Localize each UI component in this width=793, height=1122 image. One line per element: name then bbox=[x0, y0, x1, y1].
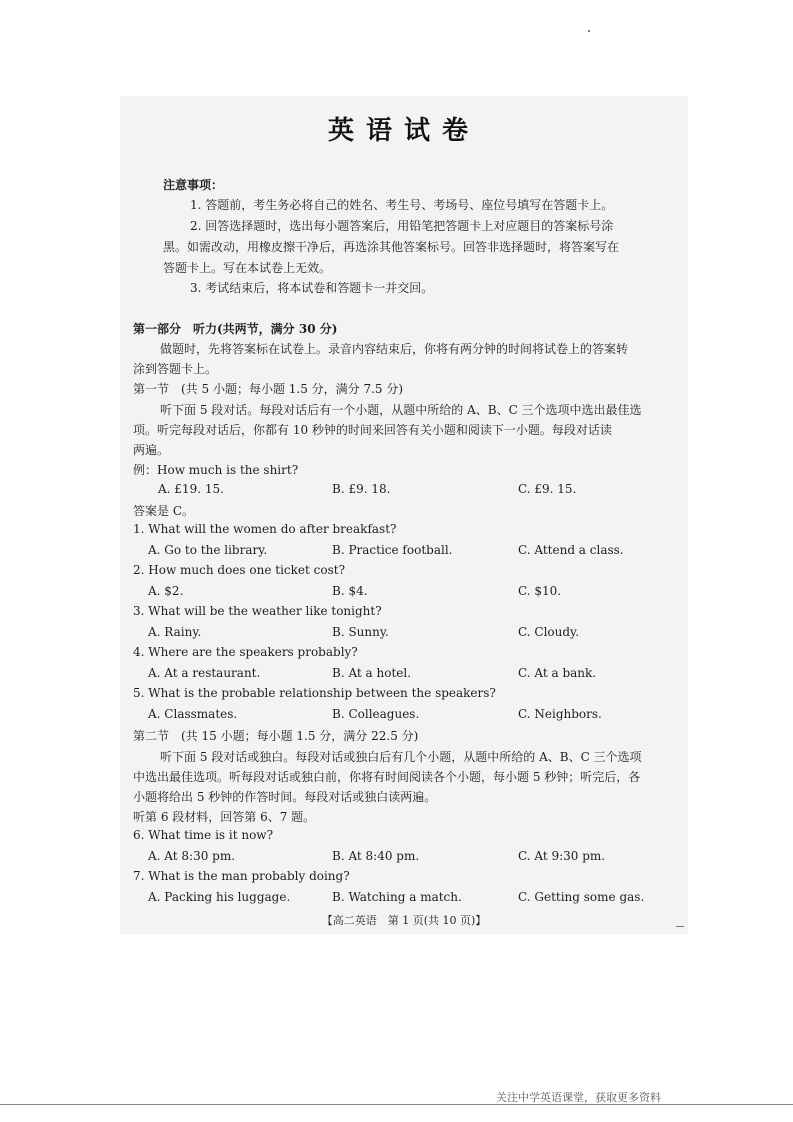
question-7: 7. What is the man probably doing? bbox=[133, 869, 350, 883]
question-1: 1. What will the women do after breakfast? bbox=[133, 522, 397, 536]
scan-speck bbox=[588, 30, 590, 32]
q4-option-b: B. At a hotel. bbox=[332, 666, 412, 680]
q7-option-c: C. Getting some gas. bbox=[518, 890, 645, 904]
q3-option-b: B. Sunny. bbox=[332, 625, 389, 639]
section2-heading: 第二节 (共 15 小题；每小题 1.5 分，满分 22.5 分) bbox=[133, 729, 419, 743]
q7-option-b: B. Watching a match. bbox=[332, 890, 462, 904]
q2-option-a: A. $2. bbox=[148, 584, 184, 598]
section2-intro-2: 中选出最佳选项。听每段对话或独白前，你将有时间阅读各个小题，每小题 5 秒钟；听完后，各 bbox=[133, 770, 641, 784]
notice-line-4: 答题卡上。写在本试卷上无效。 bbox=[163, 261, 332, 275]
section1-intro-3: 两遍。 bbox=[133, 443, 170, 457]
notice-line-5: 3. 考试结束后，将本试卷和答题卡一并交回。 bbox=[190, 281, 434, 295]
q6-option-c: C. At 9:30 pm. bbox=[518, 849, 606, 863]
section1-heading: 第一节 (共 5 小题；每小题 1.5 分，满分 7.5 分) bbox=[133, 382, 404, 396]
section2-material: 听第 6 段材料，回答第 6、7 题。 bbox=[133, 810, 316, 824]
footer-note: 关注中学英语课堂，获取更多资料 bbox=[496, 1091, 661, 1104]
example-answer: 答案是 C。 bbox=[133, 504, 194, 518]
part1-intro-1: 做题时，先将答案标在试卷上。录音内容结束后，你将有两分钟的时间将试卷上的答案转 bbox=[160, 342, 629, 356]
scan-mark bbox=[676, 926, 684, 927]
section1-intro-1: 听下面 5 段对话。每段对话后有一个小题，从题中所给的 A、B、C 三个选项中选出最佳选 bbox=[160, 403, 642, 417]
question-6: 6. What time is it now? bbox=[133, 828, 274, 842]
part1-heading: 第一部分 听力(共两节，满分 30 分) bbox=[133, 322, 338, 336]
question-5: 5. What is the probable relationship between the speakers? bbox=[133, 686, 496, 700]
q6-option-a: A. At 8:30 pm. bbox=[148, 849, 236, 863]
notice-line-2: 2. 回答选择题时，选出每小题答案后，用铅笔把答题卡上对应题目的答案标号涂 bbox=[190, 219, 614, 233]
q4-option-a: A. At a restaurant. bbox=[148, 666, 261, 680]
question-3: 3. What will be the weather like tonight? bbox=[133, 604, 382, 618]
q3-option-c: C. Cloudy. bbox=[518, 625, 580, 639]
notice-line-3: 黑。如需改动，用橡皮擦干净后，再选涂其他答案标号。回答非选择题时，将答案写在 bbox=[163, 240, 620, 254]
section2-intro-1: 听下面 5 段对话或独白。每段对话或独白后有几个小题，从题中所给的 A、B、C 三个选项 bbox=[160, 750, 642, 764]
example-option-a: A. £19. 15. bbox=[158, 482, 224, 496]
q6-option-b: B. At 8:40 pm. bbox=[332, 849, 420, 863]
footer-divider bbox=[0, 1104, 793, 1105]
exam-page bbox=[120, 96, 688, 934]
q1-option-b: B. Practice football. bbox=[332, 543, 453, 557]
section2-intro-3: 小题将给出 5 秒钟的作答时间。每段对话或独白读两遍。 bbox=[133, 790, 437, 804]
example-option-c: C. £9. 15. bbox=[518, 482, 577, 496]
page-number: 【高二英语 第 1 页(共 10 页)】 bbox=[321, 914, 487, 927]
exam-title: 英语试卷 bbox=[327, 116, 480, 146]
q5-option-a: A. Classmates. bbox=[148, 707, 238, 721]
q5-option-b: B. Colleagues. bbox=[332, 707, 420, 721]
example-option-b: B. £9. 18. bbox=[332, 482, 391, 496]
q5-option-c: C. Neighbors. bbox=[518, 707, 602, 721]
q3-option-a: A. Rainy. bbox=[148, 625, 202, 639]
notice-line-1: 1. 答题前，考生务必将自己的姓名、考生号、考场号、座位号填写在答题卡上。 bbox=[190, 198, 614, 212]
part1-intro-2: 涂到答题卡上。 bbox=[133, 362, 218, 376]
question-2: 2. How much does one ticket cost? bbox=[133, 563, 346, 577]
q4-option-c: C. At a bank. bbox=[518, 666, 597, 680]
q1-option-c: C. Attend a class. bbox=[518, 543, 624, 557]
notice-heading: 注意事项： bbox=[163, 178, 224, 192]
q7-option-a: A. Packing his luggage. bbox=[148, 890, 291, 904]
q2-option-c: C. $10. bbox=[518, 584, 562, 598]
q1-option-a: A. Go to the library. bbox=[148, 543, 268, 557]
q2-option-b: B. $4. bbox=[332, 584, 368, 598]
question-4: 4. Where are the speakers probably? bbox=[133, 645, 358, 659]
example-question: 例：How much is the shirt? bbox=[133, 463, 299, 477]
section1-intro-2: 项。听完每段对话后，你都有 10 秒钟的时间来回答有关小题和阅读下一小题。每段对话读 bbox=[133, 423, 612, 437]
